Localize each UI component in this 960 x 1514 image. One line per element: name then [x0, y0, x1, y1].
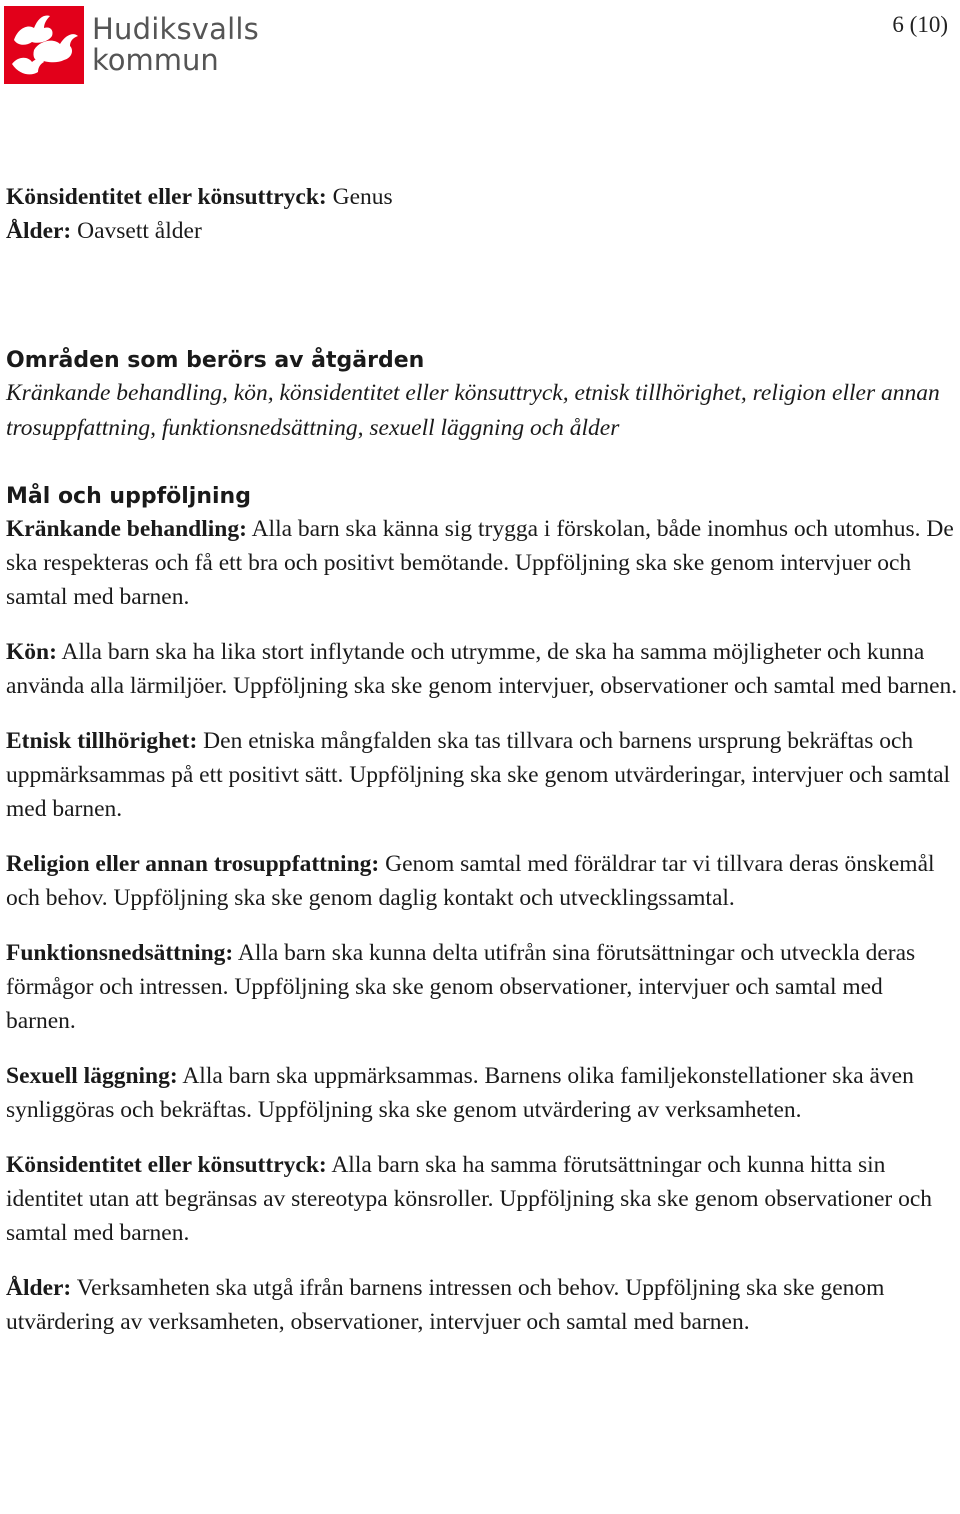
- goal-item: [6, 1059, 958, 1127]
- goal-item: [6, 936, 958, 1038]
- gender-identity-meta: [6, 180, 958, 214]
- goals-heading: Mål och uppföljning: [6, 484, 251, 509]
- goal-item: [6, 847, 958, 915]
- goal-text: Alla barn ska känna sig trygga i förskolan, både inomhus och utomhus. De ska respekteras och få ett bra och positivt bemötande. Uppföljning ska ske genom intervjuer och samtal med barnen.: [6, 516, 954, 610]
- goal-label: Kön:: [6, 639, 57, 665]
- goal-text: Genom samtal med föräldrar tar vi tillvara deras önskemål och behov. Uppföljning ska ske genom daglig kontakt och utvecklingssamtal.: [6, 851, 935, 911]
- goal-label: Kränkande behandling:: [6, 516, 247, 542]
- goal-label: Könsidentitet eller könsuttryck:: [6, 1152, 327, 1178]
- goal-text: Alla barn ska kunna delta utifrån sina förutsättningar och utveckla deras förmågor och intressen. Uppföljning ska ske genom observationer, intervjuer och samtal med barnen.: [6, 940, 916, 1034]
- logo-line-1: Hudiksvalls: [92, 12, 259, 46]
- goal-text: Verksamheten ska utgå ifrån barnens intressen och behov. Uppföljning ska ske genom utvärdering av verksamheten, observationer, intervjuer och samtal med barnen.: [6, 1275, 885, 1335]
- meta-label: Ålder:: [6, 218, 72, 244]
- meta-value: Genus: [332, 184, 393, 210]
- goal-label: Funktionsnedsättning:: [6, 940, 234, 966]
- goal-label: Sexuell läggning:: [6, 1063, 178, 1089]
- goal-text: Alla barn ska ha lika stort inflytande och utrymme, de ska ha samma möjligheter och kunna använda alla lärmiljöer. Uppföljning ska ske genom intervjuer, observationer och samtal med barnen.: [6, 639, 958, 699]
- goal-item: [6, 1271, 958, 1339]
- logo-line-2: kommun: [92, 43, 219, 77]
- goal-text: Den etniska mångfalden ska tas tillvara och barnens ursprung bekräftas och uppmärksammas på ett positivt sätt. Uppföljning ska ske genom utvärderingar, intervjuer och samtal med barnen.: [6, 728, 951, 822]
- age-meta: [6, 214, 958, 248]
- goal-item: [6, 635, 958, 703]
- municipality-logo: [4, 6, 259, 84]
- page-number: 6 (10): [892, 12, 948, 37]
- goal-item: [6, 512, 958, 614]
- meta-label: Könsidentitet eller könsuttryck:: [6, 184, 327, 210]
- goal-item: [6, 1148, 958, 1250]
- logo-wordmark: [92, 12, 259, 77]
- goat-emblem-icon: [4, 6, 84, 84]
- goal-label: Ålder:: [6, 1275, 72, 1301]
- areas-text: Kränkande behandling, kön, könsidentitet eller könsuttryck, etnisk tillhörighet, religion eller annan trosuppfattning, funktionsnedsättning, sexuell läggning och ålder: [6, 380, 940, 441]
- goal-item: [6, 724, 958, 826]
- areas-heading: Områden som berörs av åtgärden: [6, 348, 425, 373]
- goal-text: Alla barn ska ha samma förutsättningar och kunna hitta sin identitet utan att begränsas av stereotypa könsroller. Uppföljning ska ske genom observationer och samtal med barnen.: [6, 1152, 933, 1246]
- meta-value: Oavsett ålder: [77, 218, 202, 244]
- goal-label: Religion eller annan trosuppfattning:: [6, 851, 380, 877]
- document-body: [6, 180, 958, 1360]
- goal-label: Etnisk tillhörighet:: [6, 728, 198, 754]
- goal-text: Alla barn ska uppmärksammas. Barnens olika familjekonstellationer ska även synliggöras och bekräftas. Uppföljning ska ske genom utvärdering av verksamheten.: [6, 1063, 914, 1123]
